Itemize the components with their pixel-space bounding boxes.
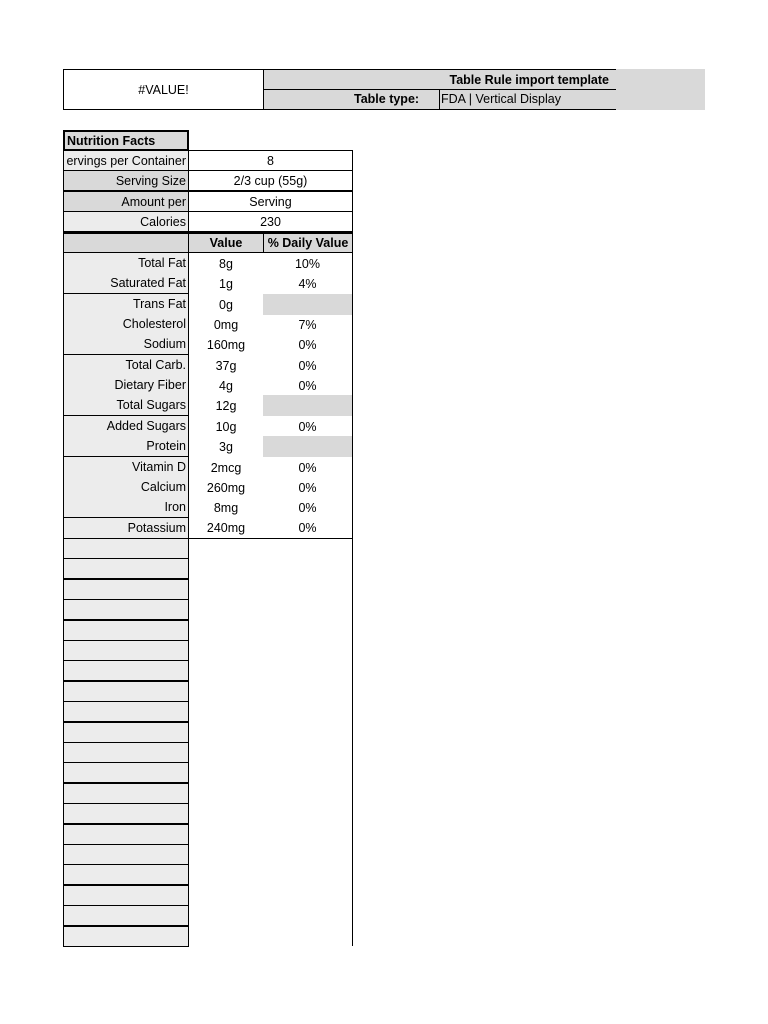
servings-label-cell[interactable] bbox=[63, 150, 189, 171]
column-header-daily-cell[interactable] bbox=[263, 232, 353, 253]
nutrient-daily-cell[interactable] bbox=[263, 273, 353, 294]
empty-row-cell[interactable] bbox=[63, 803, 189, 824]
amount-per-label: Amount per bbox=[121, 194, 186, 209]
servings-value: 8 bbox=[267, 153, 274, 168]
nutrient-rows bbox=[63, 253, 353, 538]
header-block bbox=[63, 69, 705, 110]
empty-row-cell[interactable] bbox=[63, 824, 189, 845]
nutrient-value-cell[interactable] bbox=[188, 253, 264, 274]
serving-size-value-cell[interactable] bbox=[188, 170, 353, 192]
header-mid-top bbox=[263, 69, 353, 90]
nutrient-name: Vitamin D bbox=[132, 460, 186, 474]
empty-row-cell[interactable] bbox=[63, 722, 189, 743]
nutrient-value: 160mg bbox=[206, 337, 246, 352]
empty-row-cell[interactable] bbox=[63, 558, 189, 579]
table-type-value: FDA | Vertical Display bbox=[441, 92, 561, 106]
nutrient-value-cell[interactable] bbox=[188, 477, 264, 498]
error-value-cell[interactable] bbox=[63, 69, 264, 110]
empty-row-cell[interactable] bbox=[63, 599, 189, 620]
nutrient-daily-cell[interactable] bbox=[263, 294, 353, 315]
nutrient-daily: 0% bbox=[298, 500, 317, 515]
empty-row-cell[interactable] bbox=[63, 620, 189, 641]
calories-value: 230 bbox=[260, 214, 281, 229]
empty-row-cell[interactable] bbox=[63, 885, 189, 906]
template-title-cell[interactable] bbox=[352, 69, 616, 90]
servings-label: ervings per Container bbox=[66, 153, 186, 168]
nutrient-value: 8g bbox=[219, 256, 233, 271]
serving-size-label: Serving Size bbox=[115, 173, 186, 188]
servings-value-cell[interactable] bbox=[188, 150, 353, 171]
nutrient-name: Iron bbox=[164, 500, 186, 514]
nutrient-name: Saturated Fat bbox=[110, 276, 186, 290]
nutrient-name: Cholesterol bbox=[122, 317, 186, 331]
calories-value-cell[interactable] bbox=[188, 211, 353, 232]
nutrient-label-cell[interactable] bbox=[63, 273, 189, 294]
nutrient-label-cell[interactable] bbox=[63, 497, 189, 518]
nutrient-label-cell[interactable] bbox=[63, 395, 189, 416]
empty-row-cell[interactable] bbox=[63, 681, 189, 702]
nutrient-daily-cell[interactable] bbox=[263, 314, 353, 335]
error-value-text: #VALUE! bbox=[138, 82, 189, 97]
column-header-value-cell[interactable] bbox=[188, 232, 264, 253]
nutrient-value-cell[interactable] bbox=[188, 314, 264, 335]
empty-row-cell[interactable] bbox=[63, 660, 189, 681]
nutrient-value-cell[interactable] bbox=[188, 395, 264, 416]
nutrient-value: 240mg bbox=[206, 521, 246, 535]
nutrient-daily: 0% bbox=[298, 419, 317, 434]
table-type-value-cell[interactable] bbox=[439, 89, 616, 110]
empty-row-cell[interactable] bbox=[63, 864, 189, 885]
nutrient-value-cell[interactable] bbox=[188, 294, 264, 315]
empty-row-cell[interactable] bbox=[63, 905, 189, 926]
serving-size-label-cell[interactable] bbox=[63, 170, 189, 192]
nutrition-table bbox=[63, 130, 353, 946]
nutrient-daily-cell[interactable] bbox=[263, 457, 353, 478]
nutrient-label-cell[interactable] bbox=[63, 314, 189, 335]
empty-row-cell[interactable] bbox=[63, 762, 189, 783]
empty-row-cell[interactable] bbox=[63, 844, 189, 865]
nutrient-label-cell[interactable] bbox=[63, 416, 189, 437]
nutrient-daily: 7% bbox=[298, 317, 317, 332]
nutrient-value-cell[interactable] bbox=[188, 436, 264, 457]
nutrient-daily-cell[interactable] bbox=[263, 436, 353, 457]
empty-row-cell[interactable] bbox=[63, 579, 189, 600]
nutrient-name: Total Carb. bbox=[125, 358, 186, 372]
calories-label-cell[interactable] bbox=[63, 211, 189, 232]
empty-row-cell[interactable] bbox=[63, 538, 189, 559]
empty-row-cell[interactable] bbox=[63, 640, 189, 661]
nutrient-label-cell[interactable] bbox=[63, 253, 189, 274]
nutrient-daily: 10% bbox=[294, 256, 321, 271]
nutrient-daily-cell[interactable] bbox=[263, 416, 353, 437]
nutrient-daily: 0% bbox=[298, 521, 317, 535]
nutrient-daily: 0% bbox=[298, 337, 317, 352]
nutrient-value: 12g bbox=[215, 398, 237, 413]
nutrition-title: Nutrition Facts bbox=[67, 133, 156, 148]
table-type-label: Table type: bbox=[354, 92, 420, 106]
header-mid-bottom bbox=[263, 89, 353, 110]
nutrient-daily: 0% bbox=[298, 480, 317, 495]
nutrient-daily: 0% bbox=[298, 378, 317, 393]
column-header-blank bbox=[63, 232, 189, 253]
nutrient-value: 1g bbox=[219, 276, 233, 291]
nutrient-value: 2mcg bbox=[210, 460, 242, 475]
nutrient-value: 37g bbox=[215, 358, 237, 373]
nutrient-name: Total Fat bbox=[138, 256, 186, 270]
nutrient-name: Trans Fat bbox=[132, 297, 186, 311]
nutrient-name: Dietary Fiber bbox=[114, 378, 186, 392]
nutrient-value-cell[interactable] bbox=[188, 273, 264, 294]
empty-row-cell[interactable] bbox=[63, 783, 189, 804]
nutrient-value-cell[interactable] bbox=[188, 416, 264, 437]
amount-per-label-cell[interactable] bbox=[63, 191, 189, 212]
nutrient-daily-cell[interactable] bbox=[263, 497, 353, 518]
serving-size-value: 2/3 cup (55g) bbox=[233, 173, 308, 188]
column-header-value: Value bbox=[209, 236, 243, 250]
nutrient-label-cell[interactable] bbox=[63, 355, 189, 376]
right-edge-line bbox=[352, 538, 353, 946]
nutrient-value-cell[interactable] bbox=[188, 375, 264, 396]
nutrient-value-cell[interactable] bbox=[188, 334, 264, 355]
amount-per-value: Serving bbox=[249, 194, 292, 209]
table-type-label-cell[interactable] bbox=[352, 89, 440, 110]
nutrient-daily: 4% bbox=[298, 276, 317, 291]
empty-row-cell[interactable] bbox=[63, 742, 189, 763]
nutrient-name: Protein bbox=[146, 439, 186, 453]
nutrient-label-cell[interactable] bbox=[63, 436, 189, 457]
nutrient-label-cell[interactable] bbox=[63, 334, 189, 355]
nutrition-title-cell[interactable] bbox=[63, 130, 189, 151]
nutrient-daily: 0% bbox=[298, 358, 317, 373]
nutrient-value-cell[interactable] bbox=[188, 497, 264, 518]
nutrient-name: Potassium bbox=[127, 521, 186, 535]
empty-rows bbox=[63, 538, 189, 946]
nutrient-name: Added Sugars bbox=[106, 419, 186, 433]
nutrient-daily-cell[interactable] bbox=[263, 355, 353, 376]
nutrient-value: 0mg bbox=[213, 317, 239, 332]
nutrient-name: Total Sugars bbox=[116, 398, 186, 412]
nutrient-value-cell[interactable] bbox=[188, 457, 264, 478]
nutrient-value: 3g bbox=[219, 439, 233, 454]
nutrient-daily-cell[interactable] bbox=[263, 375, 353, 396]
empty-row-cell[interactable] bbox=[63, 701, 189, 722]
nutrient-value: 10g bbox=[215, 419, 237, 434]
nutrient-daily-cell[interactable] bbox=[263, 518, 353, 539]
column-header-daily: % Daily Value bbox=[267, 236, 349, 250]
empty-row-cell[interactable] bbox=[63, 926, 189, 947]
nutrient-label-cell[interactable] bbox=[63, 518, 189, 539]
nutrient-value-cell[interactable] bbox=[188, 518, 264, 539]
nutrient-label-cell[interactable] bbox=[63, 457, 189, 478]
nutrient-label-cell[interactable] bbox=[63, 294, 189, 315]
nutrient-daily-cell[interactable] bbox=[263, 477, 353, 498]
template-title: Table Rule import template bbox=[449, 72, 609, 87]
amount-per-value-cell[interactable] bbox=[188, 191, 353, 212]
nutrient-label-cell[interactable] bbox=[63, 375, 189, 396]
nutrient-daily: 0% bbox=[298, 460, 317, 475]
nutrient-value-cell[interactable] bbox=[188, 355, 264, 376]
nutrient-value: 260mg bbox=[206, 480, 246, 495]
nutrient-daily-cell[interactable] bbox=[263, 334, 353, 355]
nutrient-label-cell[interactable] bbox=[63, 477, 189, 498]
nutrient-name: Calcium bbox=[140, 480, 186, 494]
nutrient-daily-cell[interactable] bbox=[263, 395, 353, 416]
nutrient-daily-cell[interactable] bbox=[263, 253, 353, 274]
nutrient-value: 4g bbox=[219, 378, 233, 393]
nutrient-name: Sodium bbox=[143, 337, 186, 351]
nutrient-value: 0g bbox=[219, 297, 233, 312]
nutrient-value: 8mg bbox=[213, 500, 239, 515]
calories-label: Calories bbox=[140, 214, 186, 229]
